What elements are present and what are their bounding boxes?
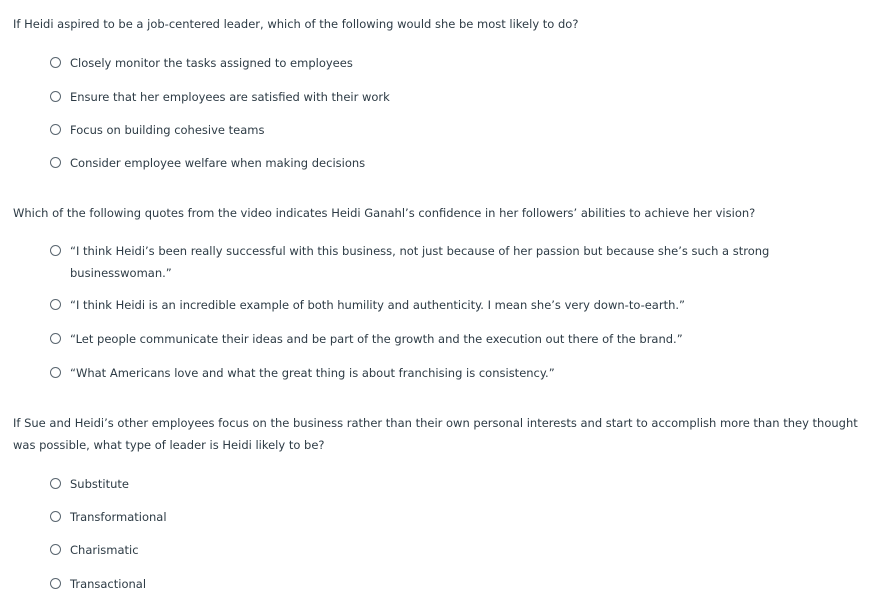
question-1: [13, 13, 875, 35]
question-3-text: If Sue and Heidi’s other employees focus on the business rather than their own personal interests and start to accomplish more than they thought was possible, what type of leader is Heidi likely to be?: [13, 416, 858, 452]
radio-button[interactable]: [50, 333, 61, 344]
question-3: [13, 412, 875, 456]
radio-button[interactable]: [50, 245, 61, 256]
question-2-option-1[interactable]: [50, 240, 783, 284]
question-1-option-1[interactable]: [50, 52, 783, 74]
radio-button[interactable]: [50, 299, 61, 310]
radio-button[interactable]: [50, 91, 61, 102]
radio-button[interactable]: [50, 544, 61, 555]
radio-button[interactable]: [50, 157, 61, 168]
question-3-option-3[interactable]: [50, 539, 783, 561]
option-label: Focus on building cohesive teams: [70, 123, 265, 137]
option-label: “What Americans love and what the great thing is about franchising is consistency.”: [70, 366, 555, 380]
radio-button[interactable]: [50, 367, 61, 378]
option-label: Substitute: [70, 477, 129, 491]
radio-button[interactable]: [50, 57, 61, 68]
option-label: Transactional: [70, 577, 147, 591]
question-2-option-2[interactable]: [50, 294, 783, 316]
question-2-option-4[interactable]: [50, 362, 783, 384]
question-3-option-2[interactable]: [50, 506, 783, 528]
question-2-option-3[interactable]: [50, 328, 783, 350]
option-label: “Let people communicate their ideas and be part of the growth and the execution out there of the brand.”: [70, 332, 683, 346]
question-1-option-2[interactable]: [50, 86, 783, 108]
option-label: Consider employee welfare when making decisions: [70, 156, 366, 170]
option-label: Ensure that her employees are satisfied with their work: [70, 90, 390, 104]
option-label: Transformational: [70, 510, 167, 524]
option-label: Charismatic: [70, 543, 139, 557]
question-2-text: Which of the following quotes from the video indicates Heidi Ganahl’s confidence in her followers’ abilities to achieve her vision?: [13, 206, 756, 220]
radio-button[interactable]: [50, 124, 61, 135]
question-1-text: If Heidi aspired to be a job-centered leader, which of the following would she be most likely to do?: [13, 17, 579, 31]
option-label: “I think Heidi’s been really successful with this business, not just because of her passion but because she’s such a strong businesswoman.”: [70, 244, 770, 280]
radio-button[interactable]: [50, 478, 61, 489]
option-label: Closely monitor the tasks assigned to employees: [70, 56, 353, 70]
question-3-option-4[interactable]: [50, 573, 783, 595]
question-1-option-3[interactable]: [50, 119, 783, 141]
question-2: [13, 202, 875, 224]
option-label: “I think Heidi is an incredible example of both humility and authenticity. I mean she’s very down-to-earth.”: [70, 298, 685, 312]
question-3-option-1[interactable]: [50, 473, 783, 495]
question-1-option-4[interactable]: [50, 152, 783, 174]
radio-button[interactable]: [50, 511, 61, 522]
radio-button[interactable]: [50, 578, 61, 589]
